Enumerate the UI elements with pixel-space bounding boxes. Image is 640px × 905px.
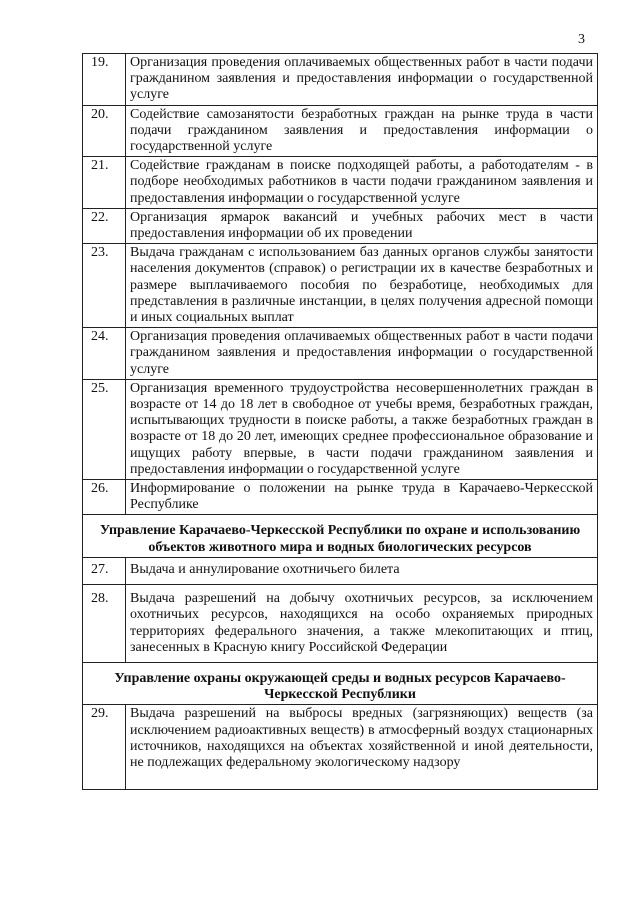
services-table <box>82 53 598 790</box>
service-description: Организация проведения оплачиваемых общественных работ в части подачи гражданином заявления и предоставления информации о государственной услуге <box>126 328 598 380</box>
service-description: Информирование о положении на рынке труда в Карачаево-Черкесской Республике <box>126 480 598 515</box>
row-number: 22. <box>83 208 126 243</box>
row-number: 23. <box>83 244 126 328</box>
section-heading-wildlife: Управление Карачаево-Черкесской Республики по охране и использованию объектов животного мира и водных биологических ресурсов <box>83 515 598 557</box>
section-heading-environment: Управление охраны окружающей среды и водных ресурсов Карачаево-Черкесской Республики <box>83 662 598 704</box>
table-row <box>83 480 598 515</box>
table-row <box>83 105 598 157</box>
row-number: 24. <box>83 328 126 380</box>
row-number: 21. <box>83 157 126 209</box>
row-number: 26. <box>83 480 126 515</box>
row-number: 27. <box>83 557 126 584</box>
service-description: Выдача и аннулирование охотничьего билета <box>126 557 598 584</box>
page-number: 3 <box>578 32 585 47</box>
row-number: 19. <box>83 54 126 106</box>
section-heading-row <box>83 662 598 704</box>
table-row <box>83 244 598 328</box>
table-row <box>83 328 598 380</box>
service-description: Выдача разрешений на добычу охотничьих ресурсов, за исключением охотничьих ресурсов, находящихся на особо охраняемых природных территориях федерального значения, а также млекопитающих и птиц, занесенных в Красную книгу Российской Федерации <box>126 585 598 663</box>
service-description: Выдача гражданам с использованием баз данных органов службы занятости населения документов (справок) о регистрации их в качестве безработных и размере выплачиваемого пособия по безработице, необходимых для представления в различные инстанции, в целях получения адресной помощи и иных социальных выплат <box>126 244 598 328</box>
row-number: 20. <box>83 105 126 157</box>
service-description: Организация проведения оплачиваемых общественных работ в части подачи гражданином заявления и предоставления информации о государственной услуге <box>126 54 598 106</box>
service-description: Организация временного трудоустройства несовершеннолетних граждан в возрасте от 14 до 18 лет в свободное от учебы время, безработных граждан, испытывающих трудности в поиске работы, а также безработных граждан в возрасте от 18 до 20 лет, имеющих среднее профессиональное образование и ищущих работу впервые, в части подачи гражданином заявления и предоставления информации о государственной услуге <box>126 379 598 479</box>
row-number: 25. <box>83 379 126 479</box>
row-number: 29. <box>83 705 126 790</box>
service-description: Выдача разрешений на выбросы вредных (загрязняющих) веществ (за исключением радиоактивных веществ) в атмосферный воздух стационарных источников, находящихся на объектах хозяйственной и иной деятельности, не подлежащих федеральному экологическому надзору <box>126 705 598 790</box>
service-description: Содействие гражданам в поиске подходящей работы, а работодателям - в подборе необходимых работников в части подачи гражданином заявления и предоставления информации о государственной услуге <box>126 157 598 209</box>
table-row <box>83 54 598 106</box>
table-row <box>83 157 598 209</box>
row-number: 28. <box>83 585 126 663</box>
table-row <box>83 379 598 479</box>
table-row <box>83 585 598 663</box>
service-description: Организация ярмарок вакансий и учебных рабочих мест в части предоставления информации об их проведении <box>126 208 598 243</box>
section-heading-row <box>83 515 598 557</box>
table-row <box>83 557 598 584</box>
service-description: Содействие самозанятости безработных граждан на рынке труда в части подачи гражданином заявления и предоставления информации о государственной услуге <box>126 105 598 157</box>
table-row <box>83 208 598 243</box>
table-row <box>83 705 598 790</box>
